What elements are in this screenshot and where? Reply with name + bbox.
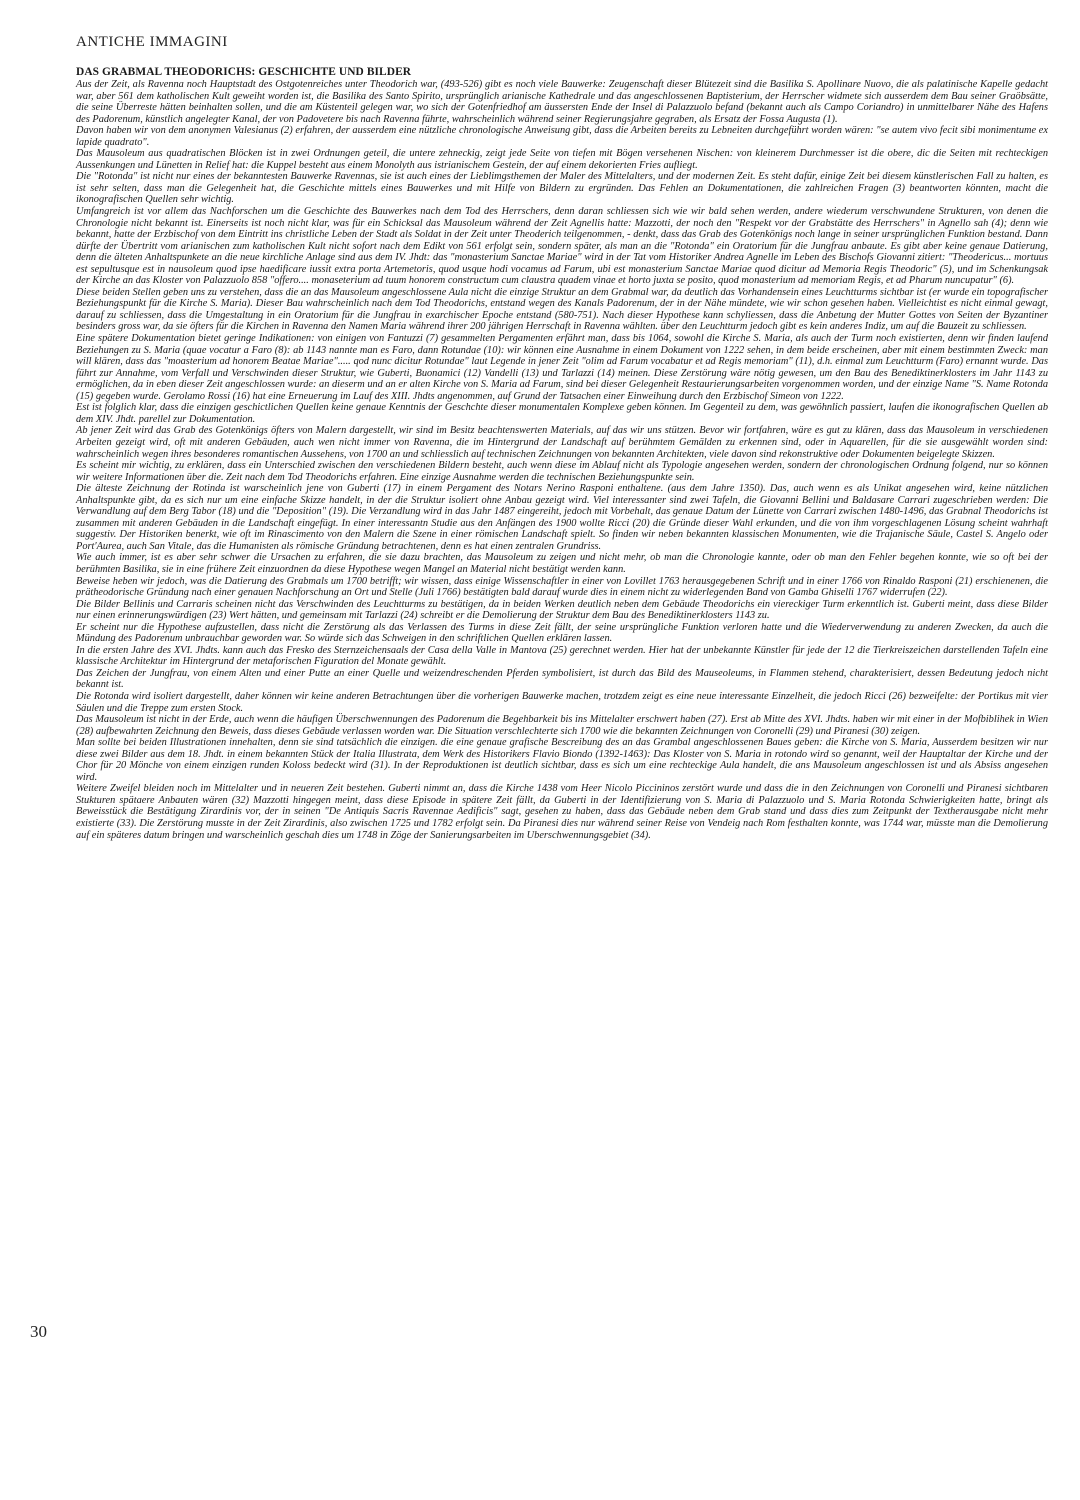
paragraph: Davon haben wir von dem anonymen Valesianus (2) erfahren, der ausserdem eine nützliche chronologische Anweisung gibt, dass die Arbeiten bereits zu Lebneiten durchgeführt worden wären: "se autem vivo fecit sibi monimentume ex lapide quadrato".: [76, 125, 1048, 148]
paragraph: Das Mausoleum ist nicht in der Erde, auch wenn die häufigen Überschwennungen des Padorenum die Begehbarkeit bis ins Mittelalter erschwert haben (27). Erst ab Mitte des XVI. Jhdts. haben wir mit einer in der Mofbiblihek in Wien (28) aufbewahrten Zeichnung den Beweis, dass dieses Gebäude verlassen worden war. Die Situation verschlechterte sich 1700 wie die bekannten Zeichnungen von Coronelli (29) und Piranesi (30) zeigen.: [76, 714, 1048, 737]
paragraph: Ab jener Zeit wird das Grab des Gotenkönigs öfters von Malern dargestellt, wir sind im Besitz beachtenswerten Materials, auf das wir uns stützen. Bevor wir fortfahren, wäre es gut zu klären, dass das Mausoleum in verschiedenen Arbeiten gezeigt wird, oft mit anderen Gebäuden, auch wen nicht immer von Ravenna, die im Hintergrund der Landschaft auf berühmtem Gemälden zu erkennen sind, oder in Aquarellen, für die sie ausgewählt worden sind: wahrscheinlich wegen ihres besonderes romantischen Aussehens, von 1700 an und schliesslich auf technischen Zeichnungen von bekannten Architekten, viele davon sind rekonstruktive oder Dokumenten beigelegte Skizzen.: [76, 425, 1048, 460]
paragraph: Est ist folglich klar, dass die einzigen geschictlichen Quellen keine genaue Kenntnis der Geschchte dieser monumentalen Komplexe geben können. Im Gegenteil zu dem, was gewöhnlich passiert, laufen die ikonografischen Quellen ab dem XIV. Jhdt. parellel zur Dokumentation.: [76, 402, 1048, 425]
paragraph: Umfangreich ist vor allem das Nachforschen um die Geschichte des Bauwerkes nach dem Tod des Herrschers, denn daran schliessen sich wie wir bald sehen werden, andere wiederum verschwundene Strukturen, von denen die Chronologie nicht bekannt ist. Einerseits ist noch nicht klar, was für ein Schicksal das Mausoleum während der Zeit Agnellis hatte: Mazzotti, der noch den "Respekt vor der Grabstätte des Herrschers" in Agnello sah (4); denn wie bekannt, hatte der Erzbischof von dem Eintritt ins christliche Leben der Stadt als Soldat in der Zeit unter Theoderich teilgenommen, - denkt, dass das Grab des Gotenkönigs noch lange in seiner ursprünglichen Funktion bestand. Dann dürfte der Übertritt vom arianischen zum katholischen Kult nicht sofort nach dem Edikt von 561 erfolgt sein, sondern später, als man an die "Rotonda" ein Oratorium für die Jungfrau anbaute. Es gibt aber keine genaue Datierung, denn die älteten Anhaltspunkete an die neue kirchliche Anlage sind aus dem IV. Jhdt: das "monasterium Sanctae Mariae" wird in der Tat vom Historiker Andrea Agnelle im Leben des Bischofs Giovanni zitiert: "Theodericus... mortuus est sepultusque est in nausoleum quod ipse haedificare iussit extra porta Artemetoris, quod usque hodi vocamus ad Farum, ubi est monasterium Sanctae Mariae quod dicitur ad Memoria Regis Theodoric" (5), und im Schenkungsak der Kirche an das Kloster von Palazzuolo 858 "offero.... monaseterium ad tuum honorem constructum cum claustra quadem vinae et horto juxta se posito, quod monasterium ad memoriam Regis, et ad Pharum nuncupatur" (6).: [76, 206, 1048, 287]
paragraph: Weitere Zweifel bleiden noch im Mittelalter und in neueren Zeit bestehen. Guberti nimmt an, dass die Kirche 1438 vom Heer Nicolo Piccininos zerstört wurde und dass die in den Zeichnungen von Coronelli und Piranesi sichtbaren Stukturen spätaere Anbauten wären (32) Mazzotti hingegen meint, dass diese Episode in spätere Zeit fällt, da Guberti in der Identifizierung von S. Maria di Palazzuolo und S. Maria Rotonda Schwierigkeiten hatte, bringt als Beweisstück die Bestätigung Zirardinis vor, der in seinen "De Antiquis Sacris Ravennae Aedificis" sagt, gesehen zu haben, dass das Gebäude neben dem Grab stand und dass dies zum Zeitpunkt der Textherausgabe nicht mehr existierte (33). Die Zerstörung musste in der Zeit Zirardinis, also zwischen 1725 und 1782 erfolgt sein. Da Piranesi dies nur während seiner Reise von Vendeig nach Rom festhalten konnte, was 1744 war, müsste man die Demolierung auf ein späteres datum bringen und warscheinlich geschah dies um 1748 in Zöge der Sanierungsarbeiten im Uberschwennungsgebiet (34).: [76, 783, 1048, 841]
page-number: 30: [30, 1322, 47, 1341]
paragraph: Die Rotonda wird isoliert dargestellt, daher können wir keine anderen Betrachtungen über die vorherigen Bauwerke machen, trotzdem zeigt es eine neue interessante Einzelheit, die jedoch Ricci (26) bezweifelte: der Portikus mit vier Säulen und die Treppe zum ersten Stock.: [76, 690, 1048, 714]
article: [76, 66, 1048, 841]
paragraph: Die älteste Zeichnung der Rotinda ist warscheinlich jene von Guberti (17) in einem Pergament des Notars Nerino Rasponi enthaltene. (aus dem Jahre 1350). Das, auch wenn es als Unikat angesehen wird, keine nützlichen Anhaltspunkte gibt, da es sich nur um eine einfache Skizze handelt, in der die Struktur isoliert ohne Anbau gezeigt wird. Viel interessanter sind zwei Tafeln, die Giovanni Bellini und Baldasare Carrari zugeschrieben werden: Die Verwandlung auf dem Berg Tabor (18) und die "Deposition" (19). Die Verzandlung wird in das Jahr 1487 eingereiht, jedoch mit Vorbehalt, das genaue Datum der Lünette von Carrari zwischen 1480-1496, das Grabnal Theodorichs ist zusammen mit anderen Gebäuden in die Landschaft eingefügt. In einer interessantn Studie aus den Anfängen des 1900 wollte Ricci (20) die Gründe dieser Wahl erkunden, und die von ihm vorgeschlagenen Lösung scheint wahrhaft suggestiv. Der Historiken benerkt, wie oft im Rinascimento von den Malern die Szene in einer römischen Landschaft spielt. So finden wir neben bekannten klassischen Monumenten, wie die Trajanische Säule, Castel S. Angelo oder Port'Aurea, auch San Vitale, das die Humanisten als römische Gründung betrachtenen, denn es hat einen zentralen Grundriss.: [76, 483, 1048, 552]
paragraph: In die ersten Jahre des XVI. Jhdts. kann auch das Fresko des Sternzeichensaals der Casa della Valle in Mantova (25) gerechnet werden. Hier hat der unbekannte Künstler für jede der 12 die Tierkreiszeichen darstellenden Tafeln eine klassische Architektur im Hintergrund der metaforischen Figuration del Monate gewählt.: [76, 644, 1048, 668]
paragraph: Beweise heben wir jedoch, was die Datierung des Grabmals um 1700 betrifft; wir wissen, dass einige Wissenschaftler in einer von Lovillet 1763 herausgegebenen Schrift und in einer 1766 von Rinaldo Rasponi (21) erschienenen, die prätheodorische Gründung nach einer genauen Nachforschung an Ort und Stelle (Juli 1766) bestätigten bald darauf wurde dies in einem nicht zu widerlegenden Band von Gamba Ghiselli 1767 widerrufen (22).: [76, 575, 1048, 599]
running-head: ANTICHE IMMAGINI: [76, 34, 228, 50]
paragraph: Die Bilder Bellinis und Carraris scheinen nicht das Verschwinden des Leuchtturms zu bestätigen, da in beiden Werken deutlich neben dem Gebäude Theodorichs ein viereckiger Turm erkenntlich ist. Guberti meint, dass diese Bilder nur einen erinnerungswürdigen (23) Wert hätten, und gemeinsam mit Tarlazzi (24) schreibt er die Demolierung der Struktur dem Bau des Benediktinerklosters 1143 zu.: [76, 598, 1048, 622]
paragraph: Diese beiden Stellen geben uns zu verstehen, dass die an das Mausoleum angeschlossene Aula nicht die einzige Struktur an dem Grabmal war, da deutlich das Vorhandensein eines Leuchtturms sichtbar ist (er wurde ein topografischer Beziehungspunkt für die Kirche S. Maria). Dieser Bau wahrscheinlich nach dem Tod Theodorichs, entstand wegen des Kanals Padorenum, der in der Nähe mündete, wie wir schon gesehen haben. Vielleichtist es nicht einmal gewagt, darauf zu schliessen, dass die Umgestaltung in ein Oratorium für die Jungfrau in exarchischer Epoche entstand (580-751). Nach dieser Hypothese kann schyliessen, dass die Anbetung der Mutter Gottes von Seiten der Byzantiner besinders gross war, da sie öfters für die Kirchen in Ravenna den Namen Maria während ihrer 200 jährigen Herrschaft in Ravenna wählten. über den Leuchtturm jedoch gibt es kein anderes Indiz, um auf die Bauzeit zu schliessen.: [76, 286, 1048, 333]
paragraph: Die "Rotonda" ist nicht nur eines der bekanntesten Bauwerke Ravennas, sie ist auch eines der Lieblimgsthemen der Maler des Mittelalters, und der modernen Zeit. Es steht dafür, einige Zeit bei diesem künstlerischen Fall zu halten, es ist sehr selten, dass man die Gelegenheit hat, die Geschichte mittels eines Bauwerkes und mit Hilfe von Bildern zu ergründen. Das Fehlen an Dokumentationen, die zahlreichen Fragen (3) beantworten könnten, macht die ikonografischen Quellen sehr wichtig.: [76, 171, 1048, 206]
paragraph: Es scheint mir wichtig, zu erklären, dass ein Unterschied zwischen den verschiedenen Bildern besteht, auch wenn diese im Ablauf nicht als Typologie angesehen werden, sondern der chronologischen Ordnung folgend, nur so können wir weitere Informationen über die. Zeit nach dem Tod Theodorichs erfahren. Eine einzige Ausnahme werden die technischen Beziehungspunkte sein.: [76, 460, 1048, 483]
paragraph: Aus der Zeit, als Ravenna noch Hauptstadt des Ostgotenreiches unter Theodorich war, (493-526) gibt es noch viele Bauwerke: Zeugenschaft dieser Blütezeit sind die Basilika S. Apollinare Nuovo, die als palatinische Kapelle gedacht war, aber 561 dem katholischen Kult geweiht worden ist, die Basilika des Santo Spirito, ursprünglich arianische Kathedrale und das angeschlossenen Baptisterium, der Herrscher widmete sich ausserdem dem Bau seiner Graöbsätte, die seine Überreste hätten beinhalten sollen, und die am Küstenteil gelegen war, wo sich der Gotenfriedhof am äussersten Ende der Insel di Palazzuolo befand (bekannt auch als Campo Coriandro) in unmittelbarer Nähe des Hafens des Padorenum, künstlich angelegter Kanal, der von Padovetere bis nach Ravenna führte, wahrscheinlich während seiner Regierungsjahre gegraben, als Ersatz der Fossa Augusta (1).: [76, 79, 1048, 125]
paragraph: Eine spätere Dokumentation bietet geringe Indikationen: von einigen von Fantuzzi (7) gesammelten Pergamenten erfährt man, dass bis 1064, sowohl die Kirche S. Maria, als auch der Turm noch existierten, denn wir finden laufend Beziehungen zu S. Maria (quae vocatur a Faro (8): ab 1143 nannte man es Faro, dann Rotundae (10): wir können eine Ausnahme in einem Dokument von 1222 sehen, in dem beide erscheinen, aber mit einem bestimmten Zweck: man will klären, dass das "moasterium ad honorem Beatae Mariae"..... qod nunc dicitur Rotundae" laut Legende in jener Zeit "olim ad Farum vocabatur et ad Regis memoriam" (11), d.h. einmal zum Leuchtturm (Faro) ernannt wurde. Das führt zur Annahme, vom Verfall und Verschwinden dieser Struktur, wie Guberti, Buonamici (12) Vandelli (13) und Tarlazzi (14) meinen. Diese Zerstörung wäre nötig gewesen, um den Bau des Benediktinerklosters im Jahr 1143 zu ermöglichen, da in eben dieser Zeit angeschlossen wurde: an dieserm und an er alten Kirche von S. Maria ad Farum, sind bei dieser Gelegenheit Restaurierungsarbeiten vorgenommen worden, und der einzige Name "S. Name Rotonda (15) gegeben wurde. Gerolamo Rossi (16) hat eine Erneuerung im Lauf des XIII. Jhdts angenommen, auf Grund der Tatsachen einer Einweihung durch den Erzbischof Simeon von 1222.: [76, 333, 1048, 402]
paragraph: Das Zeichen der Jungfrau, von einem Alten und einer Putte an einer Quelle und weizendreschenden Pferden symbolisiert, ist durch das Bild des Mauseoleums, in Flammen stehend, charakterisiert, dessen Bedeutung jedoch nicht bekannt ist.: [76, 667, 1048, 691]
article-title: DAS GRABMAL THEODORICHS: GESCHICHTE UND BILDER: [76, 66, 412, 78]
paragraph: Das Mausoleum aus quadratischen Blöcken ist in zwei Ordnungen geteil, die untere zehneckig, zeigt jede Seite von tiefen mit Bögen versehenen Nischen: von kleinerem Durchmesser ist die obere, dic die Seiten mit rechteckigen Aussenkungen und Lünetten in Relief hat: die Kuppel besteht aus einem Monolyth aus istrianischem Gestein, der auf einem dekorierten Fries aufliegt.: [76, 148, 1048, 171]
paragraph: Wie auch immer, ist es aber sehr schwer die Ursachen zu erfahren, die sie dazu brachten, das Mausoleum zu zeigen und nicht mehr, ob man die Chronologie kannte, oder ob man den Fehler begehen konnte, wie so oft bei der berühmten Basilika, sie in eine frühere Zeit einzuordnen da diese Hypothese wegen Mangel an Material nicht bestätigt werden kann.: [76, 552, 1048, 575]
paragraph: Er scheint nur die Hypothese aufzustellen, dass nicht die Zerstörung als das Verlassen des Turms in diese Zeit fällt, der seine ursprüngliche Funktion verloren hatte und die Wiederverwendung zu anderen Zwecken, da auch die Mündung des Padorenum unbrauchbar geworden war. So würde sich das Schweigen in den schriftlichen Quellen erklären lassen.: [76, 621, 1048, 645]
article-body: [76, 79, 1048, 841]
paragraph: Man sollte bei beiden Illustrationen innehalten, denn sie sind tatsächlich die einzigen. die eine genaue grafische Bescreibung des an das Grambal angeschlossenen Baues geben: die Kirche von S. Maria, Ausserdem besitzen wir nur diese zwei Bilder aus dem 18. Jhdt. in einem bekannten Stück der Italia Illustrata, dem Werk des Historikers Flavio Biondo (1392-1463): Das Kloster von S. Maria in rotondo wird so genannt, weil der Hauptaltar der Kirche und der Chor für 20 Mönche von einem einzigen runden Koloss bedeckt wird (31). In der Reproduktionen ist deutlich sichtbar, dass es sich um eine rechteckige Aula handelt, die ans Mausoleum angeschlossen ist und als Absiss angesehen wird.: [76, 737, 1048, 783]
